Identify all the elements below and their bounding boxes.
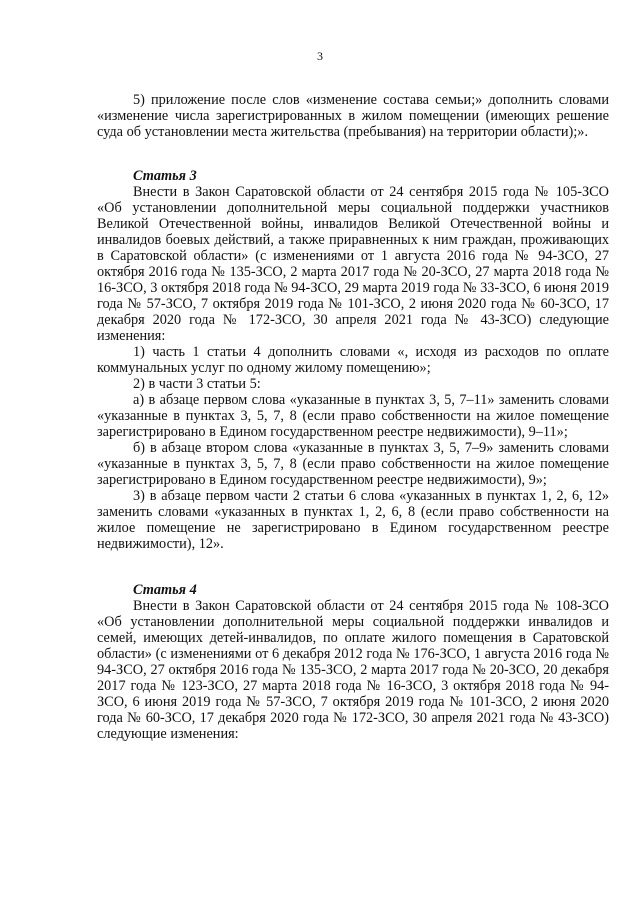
page-number: 3 (317, 49, 323, 63)
article-3-item: 3) в абзаце первом части 2 статьи 6 слова «указанных в пунктах 1, 2, 6, 12» заменить словами «указанных в пунктах 1, 2, 6, 8 (если право собственности на жилое помещение не зарегистрировано в Едином государственном реестре недвижимости), 12». (97, 488, 609, 552)
article-4 (97, 582, 609, 742)
article-3 (97, 168, 609, 552)
article-3-item: б) в абзаце втором слова «указанные в пунктах 3, 5, 7–9» заменить словами «указанные в пунктах 3, 5, 7, 8 (если право собственности на жилое помещение зарегистрировано в Едином государственном реестре недвижимости), 9»; (97, 440, 609, 488)
document-body (97, 92, 609, 742)
article-3-item: 2) в части 3 статьи 5: (133, 376, 261, 392)
article-3-item: 1) часть 1 статьи 4 дополнить словами «, исходя из расходов по оплате коммунальных услуг по одному жилому помещению»; (97, 344, 609, 376)
article-3-intro: Внести в Закон Саратовской области от 24 сентября 2015 года № 105-ЗСО «Об установлении дополнительной меры социальной поддержки участников Великой Отечественной войны, инвалидов Великой Отечественной войны и инвалидов боевых действий, а также приравненных к ним граждан, проживающих в Саратовской области» (с изменениями от 1 августа 2016 года № 94-ЗСО, 27 октября 2016 года № 135-ЗСО, 2 марта 2017 года № 20-ЗСО, 27 марта 2018 года № 16-ЗСО, 3 октября 2018 года № 94-ЗСО, 29 марта 2019 года № 33-ЗСО, 6 июня 2019 года № 57-ЗСО, 7 октября 2019 года № 101-ЗСО, 2 июня 2020 года № 60-ЗСО, 17 декабря 2020 года № 172-ЗСО, 30 апреля 2021 года № 43-ЗСО) следующие изменения: (97, 184, 609, 344)
article-4-intro: Внести в Закон Саратовской области от 24 сентября 2015 года № 108-ЗСО «Об установлении дополнительной меры социальной поддержки инвалидов и семей, имеющих детей-инвалидов, по оплате жилого помещения в Саратовской области» (с изменениями от 6 декабря 2012 года № 176-ЗСО, 1 августа 2016 года № 94-ЗСО, 27 октября 2016 года № 135-ЗСО, 2 марта 2017 года № 20-ЗСО, 20 декабря 2017 года № 123-ЗСО, 27 марта 2018 года № 16-ЗСО, 3 октября 2018 года № 94-ЗСО, 6 июня 2019 года № 57-ЗСО, 7 октября 2019 года № 101-ЗСО, 2 июня 2020 года № 60-ЗСО, 17 декабря 2020 года № 172-ЗСО, 30 апреля 2021 года № 43-ЗСО) следующие изменения: (97, 598, 609, 742)
article-4-heading: Статья 4 (133, 582, 197, 598)
article-3-item: а) в абзаце первом слова «указанные в пунктах 3, 5, 7–11» заменить словами «указанные в пунктах 3, 5, 7, 8 (если право собственности на жилое помещение зарегистрировано в Едином государственном реестре недвижимости), 9–11»; (97, 392, 609, 440)
article-3-heading: Статья 3 (133, 168, 197, 184)
intro-item: 5) приложение после слов «изменение состава семьи;» дополнить словами «изменение числа зарегистрированных в жилом помещении (имеющих решение суда об установлении места жительства (пребывания) на территории области);». (97, 92, 609, 140)
